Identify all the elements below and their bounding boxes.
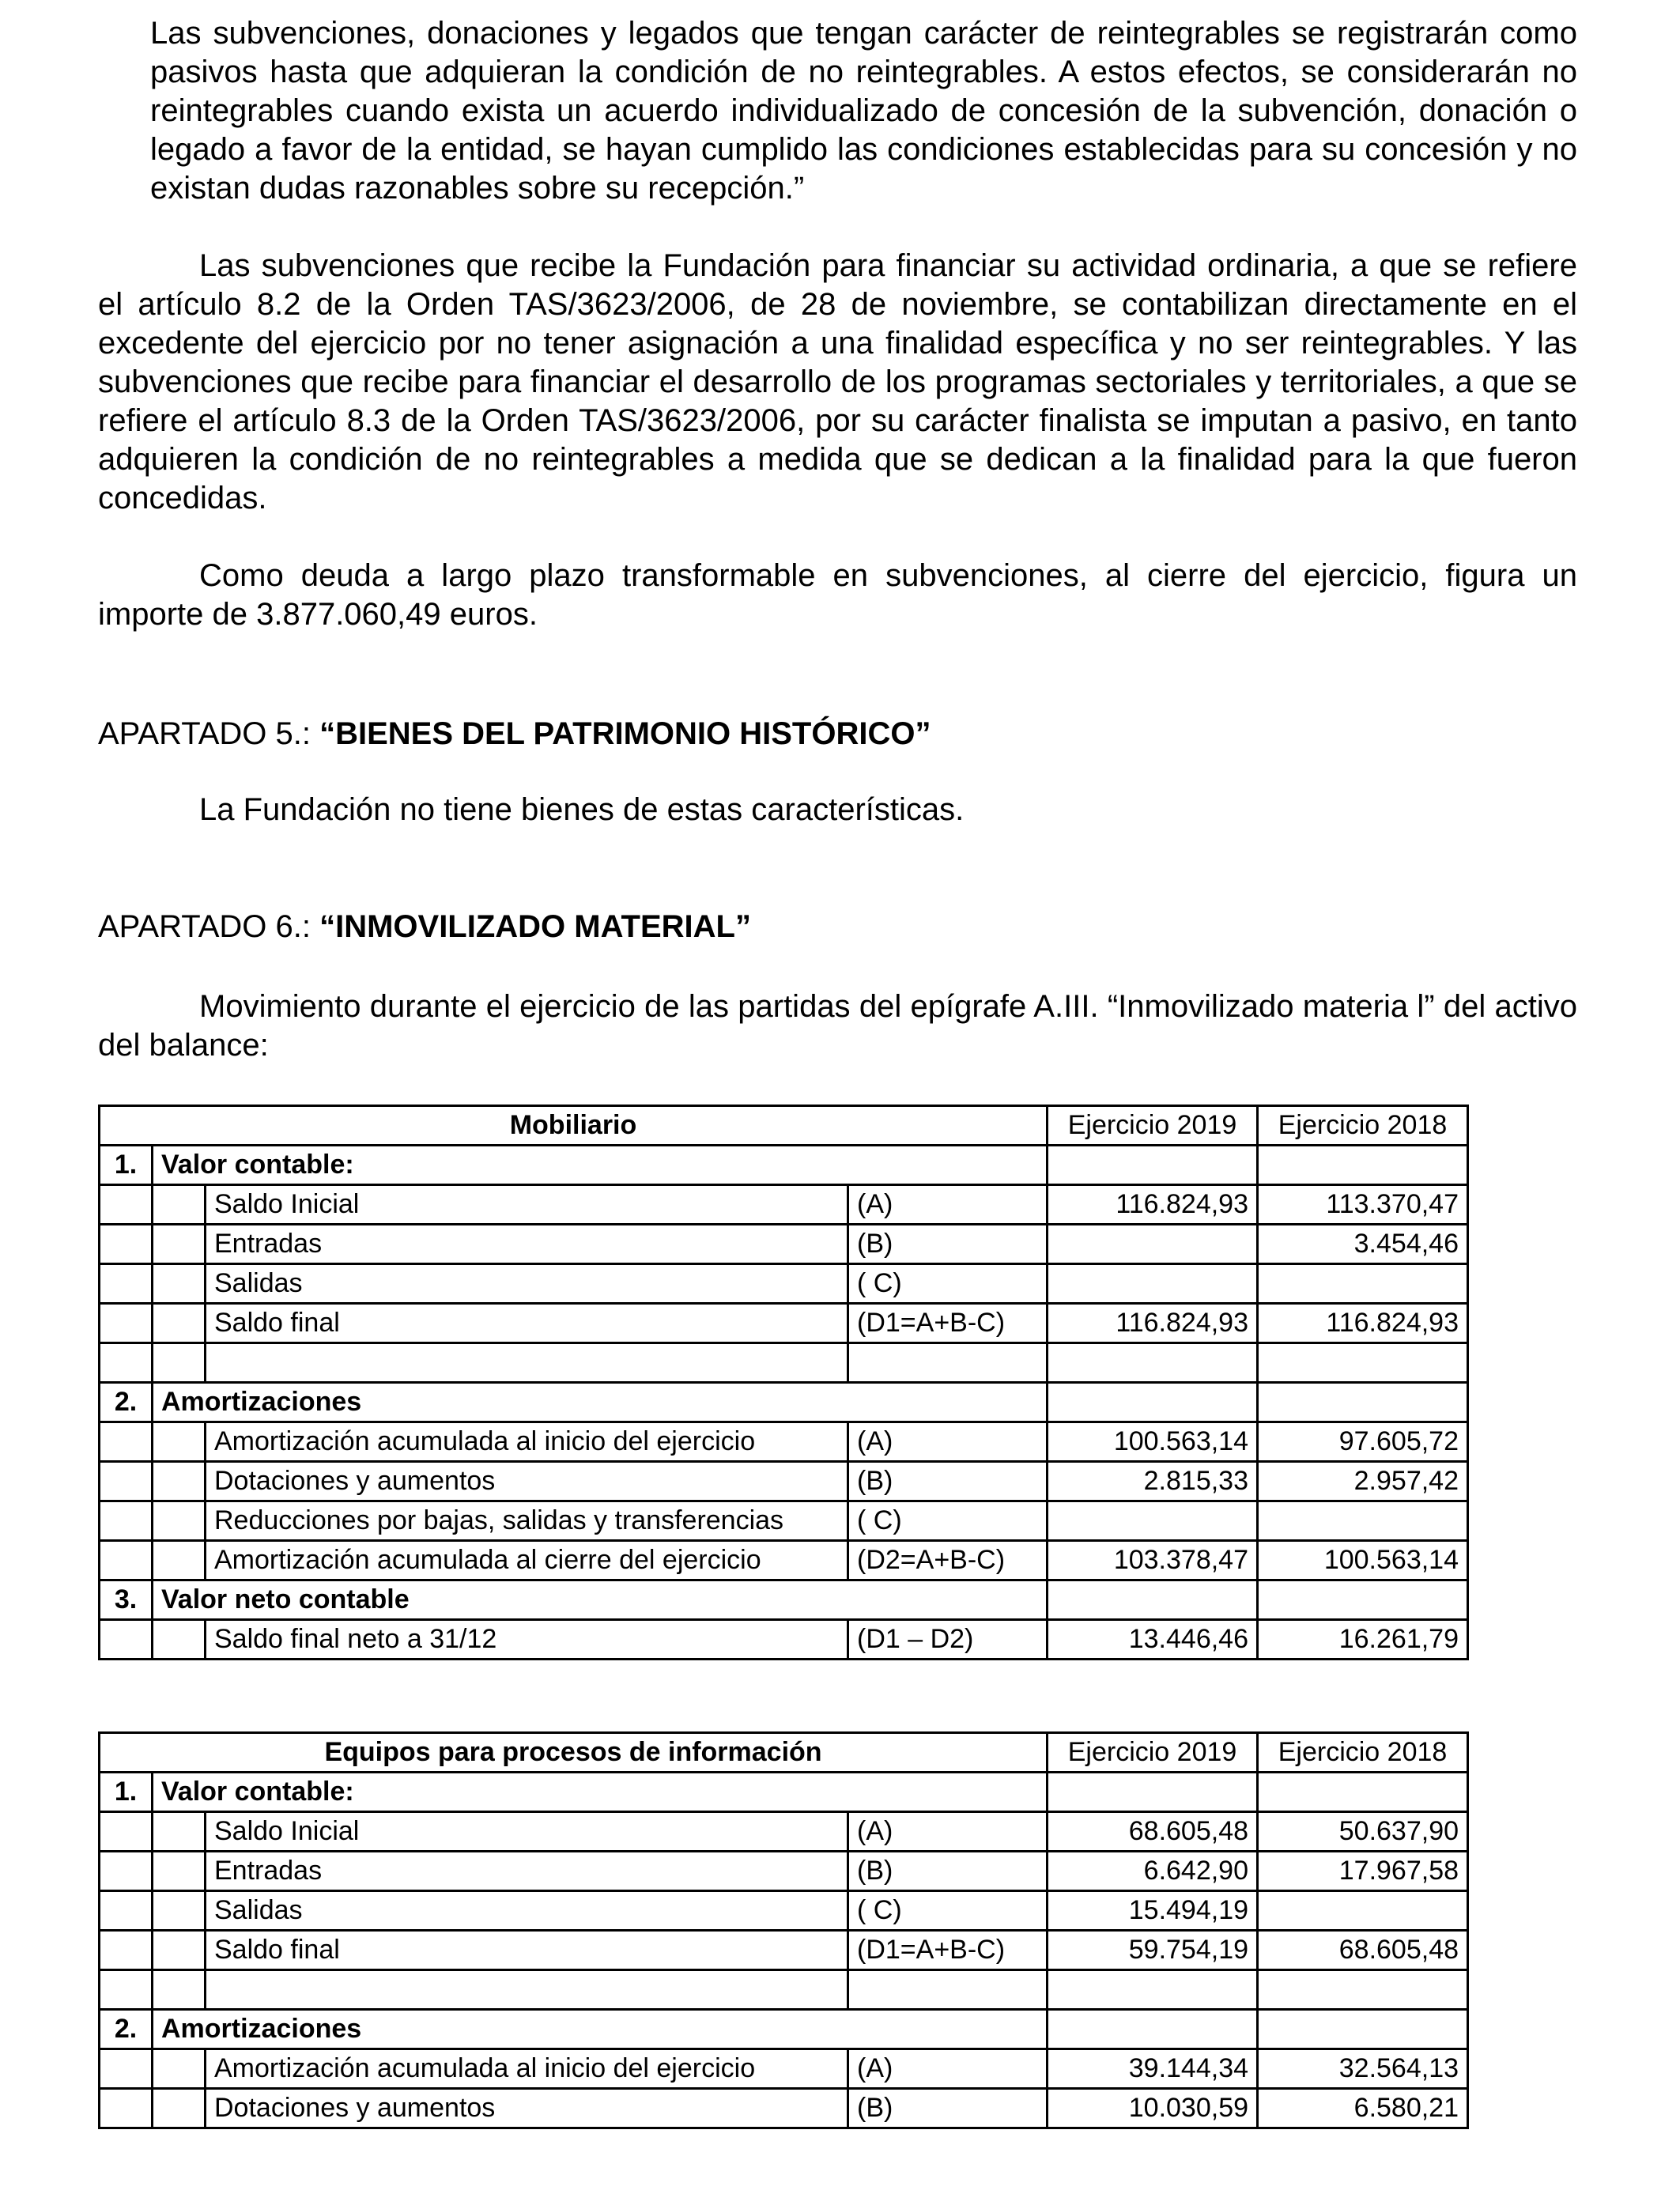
- table-row: [100, 1931, 1468, 1970]
- table-row: [100, 2089, 1468, 2128]
- column-header-2018: Ejercicio 2018: [1258, 1733, 1468, 1773]
- value-2018: 113.370,47: [1258, 1185, 1468, 1225]
- row-label: Salidas: [206, 1264, 848, 1304]
- row-code: (B): [848, 1225, 1048, 1264]
- row-label: Entradas: [206, 1852, 848, 1891]
- row-code: (D2=A+B-C): [848, 1541, 1048, 1580]
- value-2019: [1048, 1501, 1258, 1541]
- empty-row: [100, 1343, 1468, 1383]
- section-row: [100, 1383, 1468, 1422]
- value-2018: 68.605,48: [1258, 1931, 1468, 1970]
- row-label: Dotaciones y aumentos: [206, 1462, 848, 1501]
- section-6-title: “INMOVILIZADO MATERIAL”: [319, 909, 751, 944]
- value-2019: 6.642,90: [1048, 1852, 1258, 1891]
- section-heading-6: [98, 908, 751, 946]
- table-row: [100, 1852, 1468, 1891]
- value-2018: 97.605,72: [1258, 1422, 1468, 1462]
- value-2018: 16.261,79: [1258, 1620, 1468, 1660]
- row-label: Saldo Inicial: [206, 1185, 848, 1225]
- section-row: [100, 1580, 1468, 1620]
- value-2019: 103.378,47: [1048, 1541, 1258, 1580]
- paragraph-subvenciones-reintegrables: Las subvenciones, donaciones y legados que tengan carácter de reintegrables se registrarán como pasivos hasta que adquieran la condición de no reintegrables. A estos efectos, se considerarán no reintegrables cuando exista un acuerdo individualizado de concesión de la subvención, donación o legado a favor de la entidad, se hayan cumplido las condiciones establecidas para su concesión y no existan dudas razonables sobre su recepción.”: [150, 16, 1577, 206]
- table-row: [100, 1541, 1468, 1580]
- column-header-2019: Ejercicio 2019: [1048, 1733, 1258, 1773]
- table-mobiliario: [98, 1105, 1469, 1660]
- value-2018: 2.957,42: [1258, 1462, 1468, 1501]
- section-5-prefix: APARTADO 5.:: [98, 716, 320, 751]
- table-row: [100, 1304, 1468, 1343]
- section-number: 1.: [100, 1146, 153, 1185]
- row-code: (A): [848, 2049, 1048, 2089]
- section-6-prefix: APARTADO 6.:: [98, 909, 320, 944]
- row-label: Saldo final: [206, 1304, 848, 1343]
- table-row: [100, 1812, 1468, 1852]
- paragraph-subvenciones-actividad: Las subvenciones que recibe la Fundación para financiar su actividad ordinaria, a que se refiere el artículo 8.2 de la Orden TAS/3623/2006, de 28 de noviembre, se contabilizan directamente en el excedente del ejercicio por no tener asignación a una finalidad específica y no ser reintegrables. Y las subvenciones que recibe para financiar el desarrollo de los programas sectoriales y territoriales, a que se refiere el artículo 8.3 de la Orden TAS/3623/2006, por su carácter finalista se imputan a pasivo, en tanto adquieren la condición de no reintegrables a medida que se dedican a la finalidad para la que fueron concedidas.: [98, 248, 1577, 515]
- section-label: Valor neto contable: [153, 1580, 1048, 1620]
- row-label: Amortización acumulada al inicio del ejercicio: [206, 1422, 848, 1462]
- table-row: [100, 1422, 1468, 1462]
- value-2019: 15.494,19: [1048, 1891, 1258, 1931]
- row-code: (D1=A+B-C): [848, 1304, 1048, 1343]
- value-2018: 50.637,90: [1258, 1812, 1468, 1852]
- table-row: [100, 1891, 1468, 1931]
- row-code: (A): [848, 1812, 1048, 1852]
- section-row: [100, 2010, 1468, 2049]
- section-number: 1.: [100, 1773, 153, 1812]
- paragraph-movimiento-inmovilizado: Movimiento durante el ejercicio de las partidas del epígrafe A.III. “Inmovilizado materia l” del activo del balance:: [98, 989, 1577, 1063]
- row-label: Saldo final neto a 31/12: [206, 1620, 848, 1660]
- table-row: [100, 2049, 1468, 2089]
- row-label: Saldo final: [206, 1931, 848, 1970]
- value-2018: 32.564,13: [1258, 2049, 1468, 2089]
- column-header-2019: Ejercicio 2019: [1048, 1106, 1258, 1146]
- row-code: (A): [848, 1185, 1048, 1225]
- value-2018: 100.563,14: [1258, 1541, 1468, 1580]
- section-label: Amortizaciones: [153, 1383, 1048, 1422]
- table-title: Equipos para procesos de información: [100, 1733, 1048, 1773]
- row-code: (B): [848, 1462, 1048, 1501]
- section-label: Valor contable:: [153, 1773, 1048, 1812]
- table-header-row: [100, 1106, 1468, 1146]
- table-row: [100, 1264, 1468, 1304]
- row-label: Dotaciones y aumentos: [206, 2089, 848, 2128]
- value-2019: [1048, 1264, 1258, 1304]
- row-code: ( C): [848, 1264, 1048, 1304]
- value-2019: 116.824,93: [1048, 1185, 1258, 1225]
- section-label: Valor contable:: [153, 1146, 1048, 1185]
- value-2019: [1048, 1225, 1258, 1264]
- section-row: [100, 1146, 1468, 1185]
- row-label: Saldo Inicial: [206, 1812, 848, 1852]
- paragraph-deuda-largo-plazo: Como deuda a largo plazo transformable en subvenciones, al cierre del ejercicio, figura un importe de 3.877.060,49 euros.: [98, 558, 1577, 632]
- table-row: [100, 1462, 1468, 1501]
- value-2019: 59.754,19: [1048, 1931, 1258, 1970]
- table-row: [100, 1225, 1468, 1264]
- value-2018: 116.824,93: [1258, 1304, 1468, 1343]
- column-header-2018: Ejercicio 2018: [1258, 1106, 1468, 1146]
- section-5-title: “BIENES DEL PATRIMONIO HISTÓRICO”: [319, 716, 931, 751]
- value-2018: 6.580,21: [1258, 2089, 1468, 2128]
- value-2019: 13.446,46: [1048, 1620, 1258, 1660]
- table-row: [100, 1620, 1468, 1660]
- value-2019: 116.824,93: [1048, 1304, 1258, 1343]
- row-code: (D1=A+B-C): [848, 1931, 1048, 1970]
- paragraph-bienes-patrimonio: La Fundación no tiene bienes de estas características.: [199, 792, 965, 827]
- section-number: 2.: [100, 1383, 153, 1422]
- row-label: Reducciones por bajas, salidas y transferencias: [206, 1501, 848, 1541]
- table-row: [100, 1185, 1468, 1225]
- section-number: 3.: [100, 1580, 153, 1620]
- table-row: [100, 1501, 1468, 1541]
- table-title: Mobiliario: [100, 1106, 1048, 1146]
- value-2019: 10.030,59: [1048, 2089, 1258, 2128]
- empty-row: [100, 1970, 1468, 2010]
- value-2019: 39.144,34: [1048, 2049, 1258, 2089]
- row-label: Amortización acumulada al cierre del ejercicio: [206, 1541, 848, 1580]
- row-label: Amortización acumulada al inicio del ejercicio: [206, 2049, 848, 2089]
- row-label: Entradas: [206, 1225, 848, 1264]
- row-code: ( C): [848, 1501, 1048, 1541]
- value-2018: [1258, 1501, 1468, 1541]
- section-label: Amortizaciones: [153, 2010, 1048, 2049]
- section-row: [100, 1773, 1468, 1812]
- value-2018: [1258, 1891, 1468, 1931]
- section-number: 2.: [100, 2010, 153, 2049]
- table-equipos: [98, 1731, 1469, 2129]
- table-header-row: [100, 1733, 1468, 1773]
- section-heading-5: [98, 715, 931, 753]
- value-2019: 100.563,14: [1048, 1422, 1258, 1462]
- value-2018: 3.454,46: [1258, 1225, 1468, 1264]
- value-2018: [1258, 1264, 1468, 1304]
- value-2018: 17.967,58: [1258, 1852, 1468, 1891]
- row-code: (A): [848, 1422, 1048, 1462]
- row-code: (B): [848, 1852, 1048, 1891]
- value-2019: 2.815,33: [1048, 1462, 1258, 1501]
- row-code: (D1 – D2): [848, 1620, 1048, 1660]
- row-code: ( C): [848, 1891, 1048, 1931]
- row-label: Salidas: [206, 1891, 848, 1931]
- value-2019: 68.605,48: [1048, 1812, 1258, 1852]
- row-code: (B): [848, 2089, 1048, 2128]
